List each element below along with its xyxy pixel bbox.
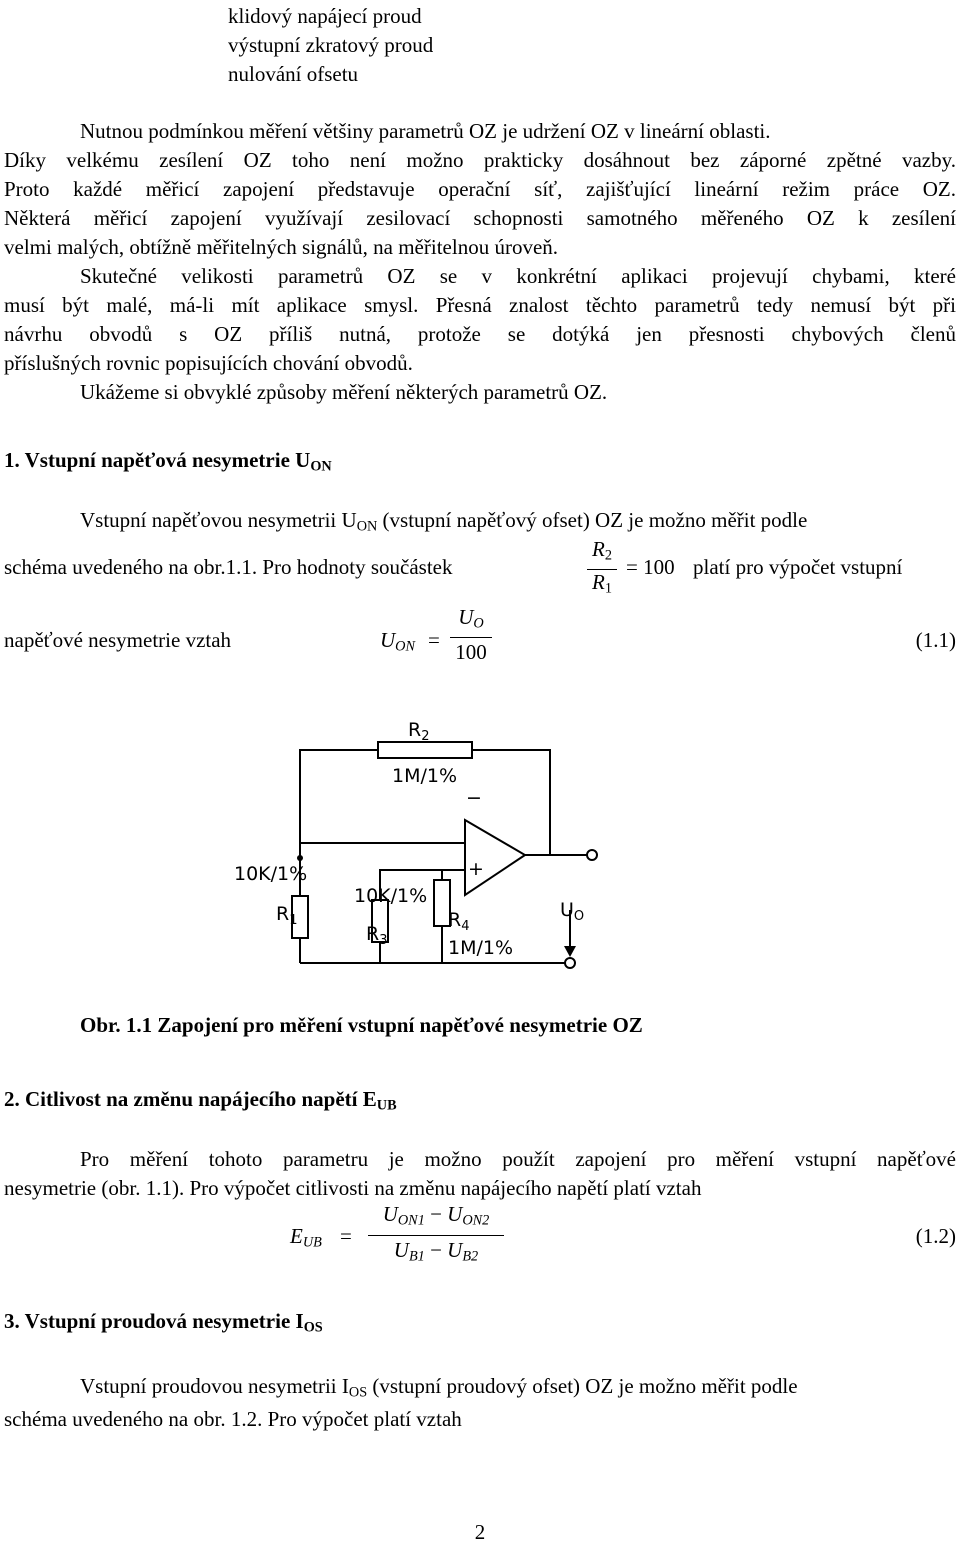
section-1-title: 1. Vstupní napěťová nesymetrie $U_{ON}$	[4, 448, 332, 475]
equation-2-lhs: $E_{UB}$	[290, 1224, 322, 1251]
intro-line: Některá měřicí zapojení využívají zesilovací schopnosti samotného měřeného OZ k zesílení	[4, 206, 956, 230]
feedback-wire-left	[300, 750, 378, 858]
section-1-paragraph: platí pro výpočet vstupní	[693, 555, 903, 579]
r4-label: $R_4$	[448, 909, 470, 934]
list-item: klidový napájecí proud	[228, 4, 422, 28]
intro-line: Proto každé měřicí zapojení představuje operační síť, zajišťující lineární režim práce OZ.	[4, 177, 956, 201]
r3-label: $R_3$	[366, 923, 388, 948]
circuit-diagram	[220, 720, 640, 980]
intro-line: Díky velkému zesílení OZ toho není možno prakticky dosáhnout bez záporné zpětné vazby.	[4, 148, 956, 172]
equation-number: (1.2)	[915, 1224, 956, 1248]
output-terminal	[587, 850, 597, 860]
intro-line: musí být malé, má-li mít aplikace smysl. Přesná znalost těchto parametrů tedy nemusí být při	[4, 293, 956, 317]
list-item: výstupní zkratový proud	[228, 33, 434, 57]
figure-caption: Obr. 1.1 Zapojení pro měření vstupní napěťové nesymetrie OZ	[80, 1013, 643, 1037]
equation-1-fraction: $\frac{U_O}{100}$	[450, 604, 492, 666]
r1-value: 10K/1%	[234, 863, 308, 885]
section-2-paragraph: Pro měření tohoto parametru je možno použít zapojení pro měření vstupní napěťové	[80, 1147, 956, 1171]
node-dot	[297, 855, 303, 861]
equation-2-equals: =	[340, 1224, 352, 1248]
section-1-paragraph: Vstupní napěťovou nesymetrii $U_{ON}$ (vstupní napěťový ofset) OZ je možno měřit podle	[80, 508, 808, 535]
r1-label: $R_1$	[276, 903, 298, 928]
section-2-paragraph: nesymetrie (obr. 1.1). Pro výpočet citlivosti na změnu napájecího napětí platí vztah	[4, 1176, 702, 1200]
ratio-value: = 100	[626, 555, 675, 579]
intro-line: Ukážeme si obvyklé způsoby měření některých parametrů OZ.	[80, 380, 608, 404]
intro-line: příslušných rovnic popisujících chování obvodů.	[4, 351, 413, 375]
resistor-r2	[378, 742, 472, 758]
equation-2-fraction: $U_{ON1} - U_{ON2}$ $U_{B1} - U_{B2}$	[368, 1200, 504, 1270]
list-item: nulování ofsetu	[228, 62, 359, 86]
section-3-paragraph: Vstupní proudovou nesymetrii $I_{OS}$ (vstupní proudový ofset) OZ je možno měřit podle	[80, 1374, 798, 1401]
r4-value: 1M/1%	[448, 937, 514, 959]
section-3-title: 3. Vstupní proudová nesymetrie $I_{OS}$	[4, 1309, 323, 1336]
intro-line: Skutečné velikosti parametrů OZ se v konkrétní aplikaci projevují chybami, které	[80, 264, 956, 288]
section-2-title: 2. Citlivost na změnu napájecího napětí $E_{UB}$	[4, 1087, 397, 1114]
equation-1-equals: =	[428, 628, 440, 652]
equation-1-lhs: $U_{ON}$	[380, 628, 415, 655]
r3-value: 10K/1%	[354, 885, 428, 907]
uo-arrow-head	[564, 946, 576, 957]
section-3-paragraph: schéma uvedeného na obr. 1.2. Pro výpočet platí vztah	[4, 1407, 462, 1431]
r2-label: $R_2$	[408, 720, 430, 744]
section-1-paragraph: napěťové nesymetrie vztah	[4, 628, 232, 652]
list	[228, 2, 433, 89]
intro-line: velmi malých, obtížně měřitelných signálů, na měřitelnou úroveň.	[4, 235, 559, 259]
equation-number: (1.1)	[915, 628, 956, 652]
r2-value: 1M/1%	[392, 765, 458, 787]
inverting-input-wire	[300, 843, 465, 858]
feedback-wire-right	[472, 750, 550, 855]
noninverting-input-wire	[380, 870, 465, 878]
intro-line: návrhu obvodů s OZ příliš nutná, protože se dotýká jen přesnosti chybových členů	[4, 322, 956, 346]
ground-terminal	[565, 958, 575, 968]
opamp-minus-label: −	[466, 787, 482, 809]
intro-line: Nutnou podmínkou měření většiny parametrů OZ je udržení OZ v lineární oblasti.	[80, 119, 771, 143]
resistor-ratio: $\frac{R_2}{R_1}$	[587, 537, 617, 601]
uo-label: $U_O$	[560, 899, 585, 924]
section-1-paragraph: schéma uvedeného na obr.1.1. Pro hodnoty součástek	[4, 555, 453, 579]
page-number: 2	[474, 1520, 486, 1544]
opamp-plus-label: +	[468, 858, 484, 880]
